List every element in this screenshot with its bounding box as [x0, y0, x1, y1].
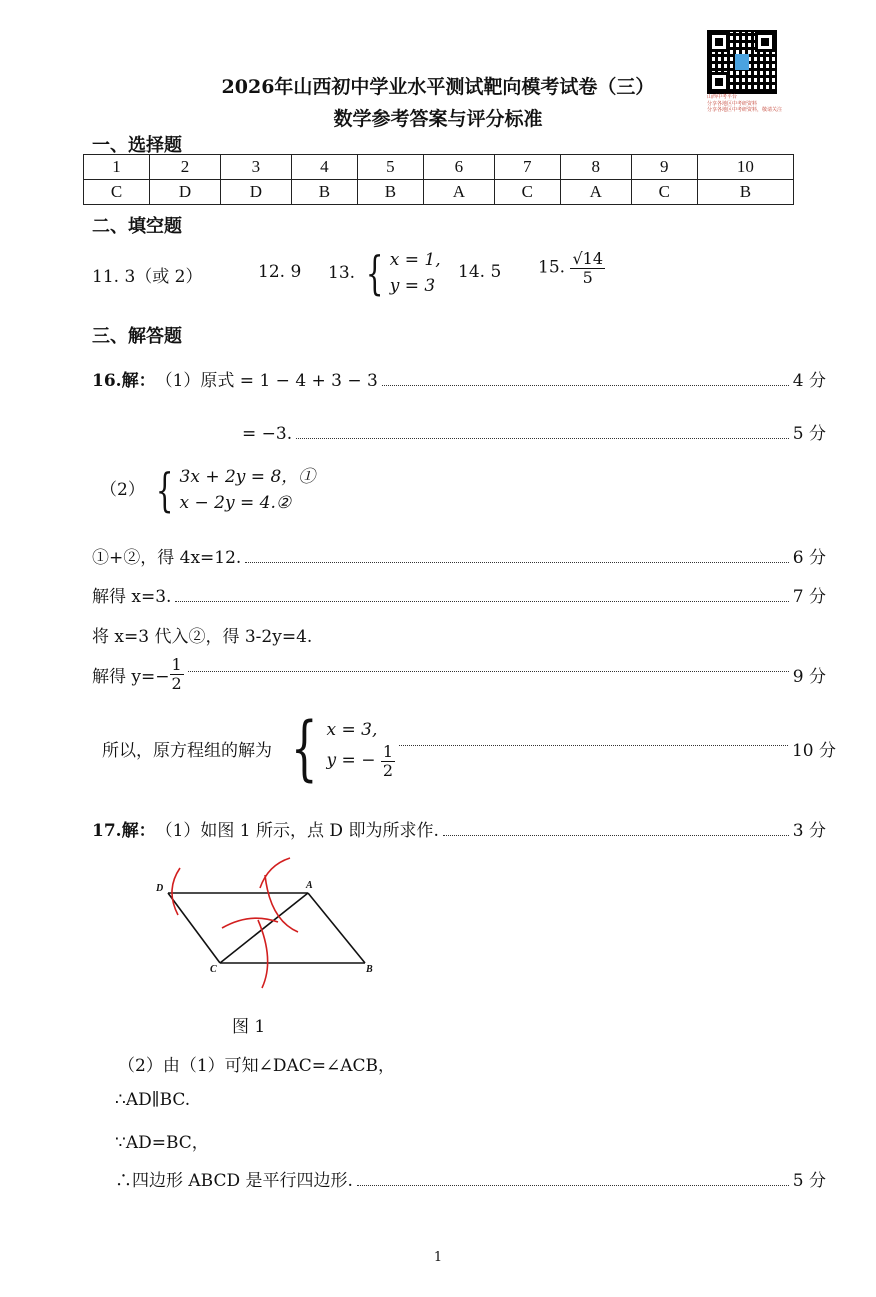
score-points: 4 分 — [792, 371, 826, 391]
qr-caption-line: 山西中考平台 — [707, 94, 738, 100]
point-label-c: C — [210, 964, 217, 975]
part-label: （2） — [100, 479, 145, 500]
answer-cell: B — [697, 180, 793, 205]
dot-leader — [357, 1185, 789, 1186]
fraction-numerator: √14 — [572, 249, 604, 268]
q13-eq1: x = 1, — [389, 250, 441, 270]
segment-dc — [168, 893, 220, 963]
dot-leader — [382, 385, 789, 386]
equation-2: x − 2y = 4.② — [179, 493, 292, 514]
fraction-denominator: 2 — [382, 760, 394, 780]
q17-label: 17.解： — [92, 821, 156, 841]
question-number: 10 — [697, 155, 793, 180]
answer-cell: A — [560, 180, 631, 205]
answer-cell: C — [84, 180, 150, 205]
question-number-row — [84, 155, 794, 180]
step-text: （1）原式 = 1 − 4 + 3 − 3 — [155, 371, 378, 391]
page-title: 2026年山西初中学业水平测试靶向模考试卷（三） — [221, 76, 655, 98]
step-text: 解得 y=− — [92, 666, 170, 687]
solution-y-prefix: y = − — [326, 750, 376, 771]
step-text: ①+②，得 4x=12. — [92, 548, 242, 568]
construction-arc — [260, 858, 290, 888]
fill-answer-15 — [538, 250, 605, 286]
q13-label: 13. — [328, 262, 356, 283]
q16-step-5: 将 x=3 代入②，得 3-2y=4. — [92, 627, 313, 647]
section-heading-fill: 二、填空题 — [92, 216, 182, 237]
fraction — [170, 656, 184, 692]
figure-1-parallelogram — [150, 850, 390, 1000]
q16-step-2 — [242, 419, 826, 444]
section-heading-solve: 三、解答题 — [92, 326, 182, 347]
brace-symbol: { — [156, 463, 174, 518]
q16-step-6 — [92, 656, 826, 692]
question-number: 8 — [560, 155, 631, 180]
score-points: 5 分 — [792, 1171, 826, 1191]
brace-symbol: { — [290, 707, 318, 789]
step-text: = −3. — [242, 424, 293, 444]
brace-symbol: { — [366, 246, 384, 301]
answer-cell: C — [494, 180, 560, 205]
answer-row — [84, 180, 794, 205]
figure-caption: 图 1 — [232, 1017, 266, 1037]
answer-cell: C — [631, 180, 697, 205]
dot-leader — [188, 671, 789, 672]
qr-caption-line: 分享各地区中考研资料 — [707, 100, 758, 107]
q15-label: 15. — [538, 257, 566, 278]
equation-system — [150, 464, 315, 517]
fill-answer-11: 11. 3（或 2） — [92, 267, 203, 287]
question-number: 3 — [220, 155, 291, 180]
question-number: 2 — [149, 155, 220, 180]
answer-cell: A — [423, 180, 494, 205]
score-points: 3 分 — [792, 821, 826, 841]
qr-finder — [755, 32, 775, 52]
qr-finder — [709, 32, 729, 52]
q13-system — [360, 247, 440, 300]
q17-step-2: （2）由（1）可知∠DAC=∠ACB， — [118, 1056, 396, 1076]
answer-table — [83, 154, 794, 205]
dot-leader — [443, 835, 789, 836]
step-text: 解得 x=3. — [92, 587, 172, 607]
point-label-b: B — [366, 964, 373, 975]
q16-step-1 — [92, 366, 826, 391]
q15-fraction — [570, 250, 605, 286]
dot-leader — [296, 438, 789, 439]
fraction-denominator: 2 — [171, 673, 182, 693]
question-number: 9 — [631, 155, 697, 180]
fill-answer-14: 14. 5 — [458, 262, 502, 282]
answer-cell: D — [149, 180, 220, 205]
score-points: 7 分 — [792, 587, 826, 607]
segment-ac — [220, 893, 308, 963]
fill-answer-12: 12. 9 — [258, 262, 302, 282]
q16-step-4 — [92, 582, 826, 607]
q17-step-5 — [115, 1166, 826, 1191]
solution-y — [327, 743, 396, 779]
answer-cell: D — [220, 180, 291, 205]
fraction-numerator: 1 — [171, 655, 182, 674]
question-number: 4 — [291, 155, 357, 180]
q16-label: 16.解： — [92, 371, 156, 391]
question-number: 1 — [84, 155, 150, 180]
fill-answer-13 — [328, 247, 441, 300]
q16-step-7 — [102, 707, 836, 789]
question-number: 7 — [494, 155, 560, 180]
score-points: 9 分 — [792, 666, 826, 687]
q17-step-3: ∴AD∥BC. — [115, 1090, 191, 1110]
question-number: 5 — [357, 155, 423, 180]
score-points: 10 分 — [791, 740, 836, 761]
page-number: 1 — [433, 1250, 443, 1265]
step-text: 所以，原方程组的解为 — [102, 740, 272, 761]
answer-cell: B — [357, 180, 423, 205]
construction-arc — [258, 920, 268, 988]
point-label-d: D — [156, 883, 164, 894]
solution-system — [282, 707, 395, 789]
q13-eq2: y = 3 — [389, 276, 436, 297]
dot-leader — [399, 745, 788, 746]
question-number: 6 — [423, 155, 494, 180]
step-text: （1）如图 1 所示，点 D 即为所求作. — [155, 821, 439, 841]
dot-leader — [175, 601, 788, 602]
segment-ab — [308, 893, 365, 963]
answer-cell: B — [291, 180, 357, 205]
point-label-a: A — [306, 880, 313, 891]
score-points: 6 分 — [792, 548, 826, 568]
solution-x: x = 3, — [326, 719, 378, 740]
section-heading-choice: 一、选择题 — [92, 135, 182, 156]
qr-logo — [735, 54, 749, 70]
dot-leader — [245, 562, 788, 563]
fraction-denominator: 5 — [582, 267, 593, 287]
q16-step-3 — [92, 543, 826, 568]
equation-1: 3x + 2y = 8，① — [179, 467, 316, 487]
fraction-numerator: 1 — [382, 742, 394, 762]
fraction — [381, 743, 395, 779]
score-points: 5 分 — [792, 424, 826, 444]
qr-caption-line: 分享各地区中考研资料，敬请关注 — [707, 107, 783, 113]
q16-system — [100, 464, 315, 517]
q17-step-1 — [92, 816, 826, 841]
q17-step-4: ∵AD=BC， — [115, 1133, 209, 1153]
step-text: ∴四边形 ABCD 是平行四边形. — [115, 1171, 353, 1191]
page-subtitle: 数学参考答案与评分标准 — [333, 108, 543, 130]
